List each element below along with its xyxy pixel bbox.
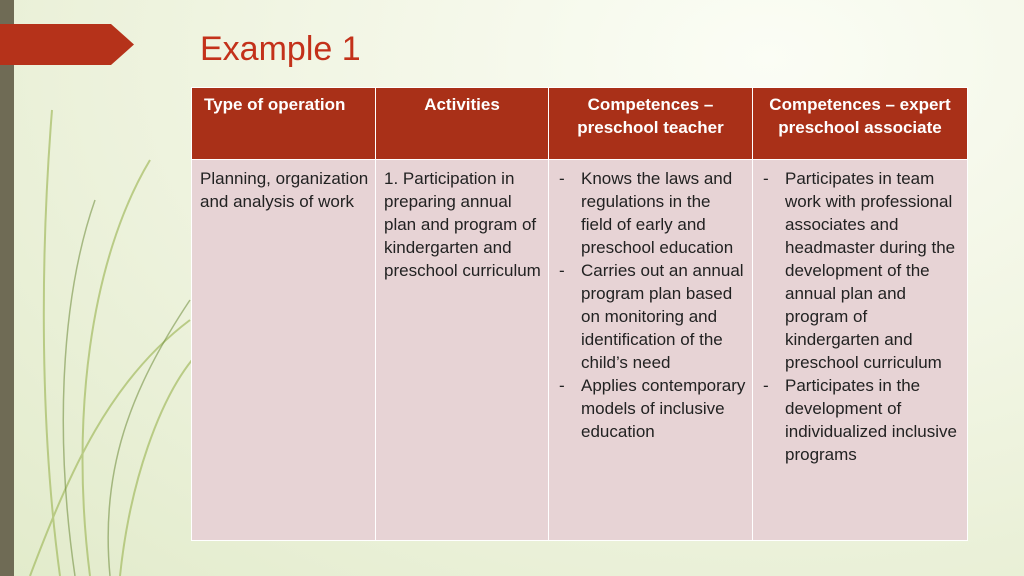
teacher-competence-list (557, 167, 746, 443)
list-item-text: Participates in the development of individualized inclusive programs (785, 376, 957, 464)
cell-type-of-operation: Planning, organization and analysis of work (192, 160, 376, 541)
list-item (761, 374, 961, 466)
dash-bullet: - (763, 169, 769, 188)
slide-title: Example 1 (200, 30, 361, 68)
header-activities: Activities (376, 88, 549, 160)
cell-activities: 1. Participation in preparing annual plan and program of kindergarten and preschool curriculum (376, 160, 549, 541)
list-item-text: Knows the laws and regulations in the field of early and preschool education (581, 169, 734, 257)
list-item (557, 167, 746, 259)
header-type-of-operation: Type of operation (192, 88, 376, 160)
list-item-text: Carries out an annual program plan based on monitoring and identification of the child’s need (581, 261, 744, 372)
list-item (557, 259, 746, 374)
cell-associate-competences (753, 160, 968, 541)
title-arrow-tag (0, 24, 134, 65)
table-header-row (192, 88, 968, 160)
header-preschool-teacher: Competences – preschool teacher (549, 88, 753, 160)
dash-bullet: - (763, 376, 769, 395)
dash-bullet: - (559, 376, 565, 395)
associate-competence-list (761, 167, 961, 466)
cell-teacher-competences (549, 160, 753, 541)
list-item (761, 167, 961, 374)
header-expert-associate: Competences – expert preschool associate (753, 88, 968, 160)
list-item-text: Participates in team work with professional associates and headmaster during the development of the annual plan and program of kindergarten and preschool curriculum (785, 169, 956, 372)
list-item (557, 374, 746, 443)
list-item-text: Applies contemporary models of inclusive education (581, 376, 746, 441)
dash-bullet: - (559, 169, 565, 188)
competences-table (191, 87, 968, 541)
table-row (192, 160, 968, 541)
dash-bullet: - (559, 261, 565, 280)
